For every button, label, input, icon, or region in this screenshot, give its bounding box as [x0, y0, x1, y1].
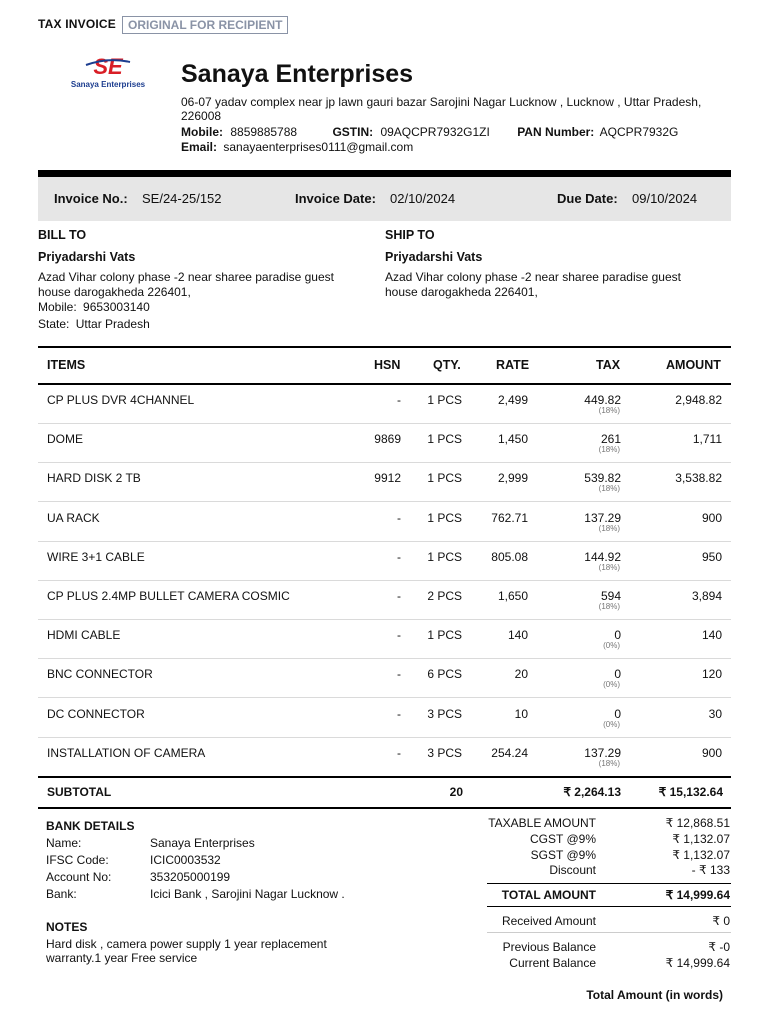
taxable-label: TAXABLE AMOUNT [488, 816, 596, 830]
item-tax-rate: (18%) [598, 445, 620, 455]
notes-text: Hard disk , camera power supply 1 year replacement warranty.1 year Free service [46, 937, 327, 965]
cgst-label: CGST @9% [530, 832, 596, 846]
item-amount: 3,538.82 [675, 471, 722, 486]
item-name: BNC CONNECTOR [47, 667, 153, 682]
item-amount: 120 [701, 667, 722, 682]
subtotal-amount: ₹ 15,132.64 [658, 785, 723, 799]
item-hsn: - [397, 706, 401, 721]
col-items: ITEMS [47, 358, 86, 372]
item-tax: 261 [600, 432, 621, 447]
table-row [38, 659, 731, 698]
invoice-no: SE/24-25/152 [142, 191, 222, 206]
previous-balance-label: Previous Balance [502, 940, 596, 954]
item-qty: 1 PCS [427, 432, 462, 447]
table-top-border [38, 346, 731, 348]
invoice-no-label: Invoice No.: [54, 191, 128, 206]
item-qty: 1 PCS [427, 393, 462, 407]
mobile-label: Mobile: [181, 125, 223, 139]
item-tax-rate: (18%) [598, 562, 620, 572]
bill-mobile-label: Mobile: [38, 300, 77, 314]
item-name: DOME [47, 432, 83, 447]
discount-amount: - ₹ 133 [691, 863, 730, 877]
bill-to-address: Azad Vihar colony phase -2 near sharee paradise guest house darogakheda 226401, [38, 270, 334, 299]
item-hsn: - [397, 667, 401, 682]
item-hsn: 9869 [374, 432, 401, 447]
ship-to-address: Azad Vihar colony phase -2 near sharee paradise guest house darogakheda 226401, [385, 270, 681, 299]
item-tax-rate: (18%) [598, 406, 620, 415]
logo-letters: SE [93, 56, 123, 79]
bill-state-label: State: [38, 317, 70, 331]
item-amount: 900 [701, 510, 722, 525]
email-label: Email: [181, 140, 218, 154]
company-mobile: 8859885788 [230, 125, 298, 139]
item-tax: 137.29 [584, 745, 621, 760]
received-amount: ₹ 0 [712, 914, 730, 928]
gstin-label: GSTIN: [332, 125, 374, 139]
sgst-amount: ₹ 1,132.07 [672, 848, 730, 862]
received-divider [487, 932, 731, 933]
item-rate: 20 [514, 667, 528, 682]
table-row [38, 463, 731, 502]
ship-to-name: Priyadarshi Vats [385, 250, 483, 264]
item-tax: 449.82 [584, 393, 621, 407]
cgst-amount: ₹ 1,132.07 [672, 832, 730, 846]
company-gstin: 09AQCPR7932G1ZI [380, 125, 490, 139]
ship-to-heading: SHIP TO [385, 228, 435, 242]
account-no-label: Account No: [46, 870, 112, 884]
col-hsn: HSN [374, 358, 401, 372]
logo-mark-icon [64, 56, 152, 80]
item-tax-rate: (0%) [603, 680, 620, 690]
item-qty: 3 PCS [427, 706, 462, 721]
item-qty: 1 PCS [427, 549, 462, 564]
invoice-date: 02/10/2024 [390, 191, 456, 206]
current-balance-label: Current Balance [509, 956, 596, 970]
item-name: WIRE 3+1 CABLE [47, 549, 145, 564]
company-email-row [181, 140, 413, 154]
sgst-label: SGST @9% [530, 848, 596, 862]
item-amount: 140 [701, 628, 722, 643]
item-name: UA RACK [47, 510, 100, 525]
table-row [38, 699, 731, 738]
total-label: TOTAL AMOUNT [501, 888, 596, 902]
item-hsn: - [397, 393, 401, 407]
item-tax-rate: (0%) [603, 719, 620, 729]
item-tax: 0 [614, 628, 621, 643]
item-rate: 2,499 [497, 393, 528, 407]
item-tax: 144.92 [584, 549, 621, 564]
table-row [38, 620, 731, 659]
table-row [38, 385, 731, 424]
item-name: CP PLUS DVR 4CHANNEL [47, 393, 195, 407]
item-qty: 6 PCS [427, 667, 462, 682]
item-amount: 950 [701, 549, 722, 564]
bill-mobile: 9653003140 [83, 300, 150, 314]
item-hsn: - [397, 628, 401, 643]
item-rate: 805.08 [491, 549, 528, 564]
item-tax: 594 [600, 589, 621, 603]
item-tax: 137.29 [584, 510, 621, 525]
item-tax-rate: (18%) [598, 484, 620, 494]
bill-state: Uttar Pradesh [75, 317, 150, 331]
item-hsn: - [397, 549, 401, 564]
item-amount: 3,894 [691, 589, 722, 603]
received-label: Received Amount [501, 914, 596, 928]
bill-to-state-row [38, 317, 150, 332]
due-date-label: Due Date: [557, 191, 618, 206]
logo-subtitle: Sanaya Enterprises [70, 80, 146, 89]
item-name: DC CONNECTOR [47, 706, 145, 721]
due-date: 09/10/2024 [632, 191, 698, 206]
item-hsn: - [397, 510, 401, 525]
company-logo [64, 56, 152, 90]
pan-label: PAN Number: [517, 125, 595, 139]
bank-name: Icici Bank , Sarojini Nagar Lucknow . [150, 887, 345, 901]
item-hsn: - [397, 745, 401, 760]
item-name: CP PLUS 2.4MP BULLET CAMERA COSMIC [47, 589, 290, 603]
taxable-amount: ₹ 12,868.51 [665, 816, 730, 830]
company-pan: AQCPR7932G [599, 125, 679, 139]
header-divider [38, 170, 731, 177]
item-tax: 0 [614, 667, 621, 682]
subtotal-top-border [38, 776, 731, 778]
item-rate: 10 [514, 706, 528, 721]
original-badge: ORIGINAL FOR RECIPIENT [122, 16, 288, 34]
bank-account-name: Sanaya Enterprises [150, 836, 255, 850]
ifsc-code: ICIC0003532 [150, 853, 221, 867]
ifsc-label: IFSC Code: [46, 853, 109, 867]
item-amount: 900 [701, 745, 722, 760]
item-rate: 140 [507, 628, 528, 643]
company-name: Sanaya Enterprises [181, 60, 414, 88]
item-rate: 1,650 [497, 589, 528, 603]
company-contact [181, 125, 678, 139]
table-row [38, 424, 731, 463]
company-email: sanayaenterprises0111@gmail.com [223, 140, 414, 154]
item-tax-rate: (18%) [598, 758, 620, 768]
invoice-info-bar [38, 177, 731, 221]
subtotal-bottom-border [38, 807, 731, 809]
item-tax-rate: (18%) [598, 602, 620, 611]
col-rate: RATE [496, 358, 530, 372]
bill-to-heading: BILL TO [38, 228, 87, 242]
bank-name-label: Name: [46, 836, 82, 850]
item-name: INSTALLATION OF CAMERA [47, 745, 206, 760]
bill-to-mobile-row [38, 300, 150, 315]
bill-to-name: Priyadarshi Vats [38, 250, 136, 264]
invoice-date-label: Invoice Date: [295, 191, 376, 206]
item-tax-rate: (0%) [603, 641, 620, 651]
table-row [38, 738, 731, 777]
item-name: HDMI CABLE [47, 628, 121, 643]
item-tax: 539.82 [584, 471, 621, 486]
item-qty: 1 PCS [427, 628, 462, 643]
table-row [38, 542, 731, 581]
total-top-border [487, 883, 731, 884]
item-qty: 1 PCS [427, 471, 462, 486]
item-hsn: - [397, 589, 401, 603]
subtotal-qty: 20 [449, 785, 463, 799]
item-rate: 1,450 [497, 432, 528, 447]
item-qty: 2 PCS [427, 589, 462, 603]
previous-balance: ₹ -0 [708, 940, 730, 954]
col-tax: TAX [596, 358, 621, 372]
item-qty: 1 PCS [427, 510, 462, 525]
item-amount: 30 [708, 706, 722, 721]
col-amount: AMOUNT [666, 358, 721, 372]
item-tax: 0 [614, 706, 621, 721]
current-balance: ₹ 14,999.64 [665, 956, 730, 970]
subtotal-tax: ₹ 2,264.13 [563, 785, 621, 799]
total-bottom-border [487, 906, 731, 907]
table-row [38, 581, 731, 620]
total-amount: ₹ 14,999.64 [665, 888, 730, 902]
item-name: HARD DISK 2 TB [47, 471, 141, 486]
item-amount: 1,711 [692, 432, 722, 447]
document-title: TAX INVOICE [38, 17, 116, 31]
item-tax-rate: (18%) [598, 523, 620, 533]
item-amount: 2,948.82 [675, 393, 722, 407]
bank-label: Bank: [46, 887, 77, 901]
item-rate: 2,999 [497, 471, 528, 486]
table-row [38, 503, 731, 542]
item-hsn: 9912 [374, 471, 401, 486]
item-rate: 254.24 [491, 745, 528, 760]
bank-details-heading: BANK DETAILS [46, 819, 135, 833]
item-qty: 3 PCS [427, 745, 462, 760]
col-qty: QTY. [433, 358, 461, 372]
subtotal-label: SUBTOTAL [47, 785, 112, 799]
discount-label: Discount [549, 863, 596, 877]
item-rate: 762.71 [491, 510, 528, 525]
notes-heading: NOTES [46, 920, 88, 934]
account-no: 353205000199 [150, 870, 231, 884]
company-address: 06-07 yadav complex near jp lawn gauri bazar Sarojini Nagar Lucknow , Lucknow , Uttar Pradesh, 226008 [181, 95, 702, 123]
amount-in-words-label: Total Amount (in words) [586, 988, 723, 1002]
